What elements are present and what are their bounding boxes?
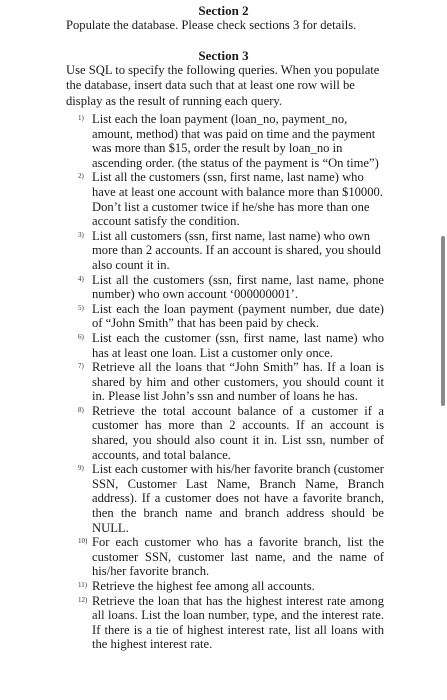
query-item bbox=[0, 331, 447, 360]
query-text: Retrieve the total account balance of a customer if a customer has more than 2 accounts. If an account is shared, you should also count it in. List ssn, number of accounts, and total balance. bbox=[92, 403, 384, 462]
query-item bbox=[0, 462, 447, 535]
query-text: List each customer with his/her favorite branch (customer SSN, Customer Last Name, Branch Name, Branch address). If a customer does not have a favorite branch, then the branch name and branch address should be NULL. bbox=[92, 462, 384, 535]
query-item bbox=[0, 302, 447, 331]
section-3-heading: Section 3 bbox=[198, 48, 249, 63]
query-item bbox=[0, 404, 447, 462]
query-item bbox=[0, 170, 447, 228]
query-text: List each the loan payment (loan_no, payment_no, amount, method) that was paid on time and the payment was more than $15, order the result by loan_no in ascending order. (the status of the payment is “On time”) bbox=[92, 112, 379, 170]
query-text: List each the customer (ssn, first name, last name) who has at least one loan. List a customer only once. bbox=[92, 330, 384, 360]
query-item bbox=[0, 360, 447, 404]
section-2-text: Populate the database. Please check sections 3 for details. bbox=[66, 18, 357, 32]
query-item bbox=[0, 579, 447, 594]
section-3-intro: Use SQL to specify the following queries. When you populate the database, insert data such that at least one row will be display as the result of running each query. bbox=[66, 63, 380, 108]
query-text: List all the customers (ssn, first name, last name, phone number) who own account ‘000000001’. bbox=[92, 272, 384, 302]
query-text: List all the customers (ssn, first name, last name) who have at least one account with balance more than $10000. Don’t list a customer twice if he/she has more than one account satisfy the condition. bbox=[92, 170, 383, 229]
query-item bbox=[0, 594, 447, 652]
query-number: 3) bbox=[78, 230, 84, 239]
query-text: List all customers (ssn, first name, last name) who own more than 2 accounts. If an account is shared, you should also count it in. bbox=[92, 228, 381, 272]
query-text: Retrieve the loan that has the highest interest rate among all loans. List the loan number, type, and the interest rate. If there is a tie of highest interest rate, list all loans with the highest interest rate. bbox=[92, 593, 384, 652]
section-2-heading: Section 2 bbox=[198, 3, 249, 18]
query-number: 5) bbox=[78, 303, 84, 312]
query-item bbox=[0, 273, 447, 302]
query-item bbox=[0, 535, 447, 579]
query-text: Retrieve all the loans that “John Smith” has. If a loan is shared by him and other customers, you should count it in. Please list John’s ssn and number of loans he has. bbox=[92, 360, 384, 404]
query-list bbox=[0, 112, 447, 652]
query-item bbox=[0, 112, 447, 170]
query-number: 1) bbox=[78, 114, 84, 122]
query-number: 12) bbox=[78, 595, 88, 604]
query-text: For each customer who has a favorite branch, list the customer SSN, customer last name, and the name of his/her favorite branch. bbox=[92, 535, 384, 579]
query-number: 4) bbox=[78, 274, 84, 283]
query-number: 7) bbox=[78, 362, 84, 371]
query-number: 6) bbox=[78, 332, 84, 341]
query-number: 8) bbox=[78, 405, 84, 414]
query-number: 2) bbox=[78, 172, 84, 181]
query-number: 10) bbox=[78, 537, 88, 546]
query-text: Retrieve the highest fee among all accounts. bbox=[92, 579, 315, 593]
query-text: List each the loan payment (payment number, due date) of “John Smith” that has been paid by check. bbox=[92, 301, 384, 331]
query-number: 11) bbox=[78, 581, 88, 589]
query-number: 9) bbox=[78, 464, 84, 473]
query-item bbox=[0, 229, 447, 273]
vertical-scrollbar[interactable] bbox=[441, 236, 445, 406]
